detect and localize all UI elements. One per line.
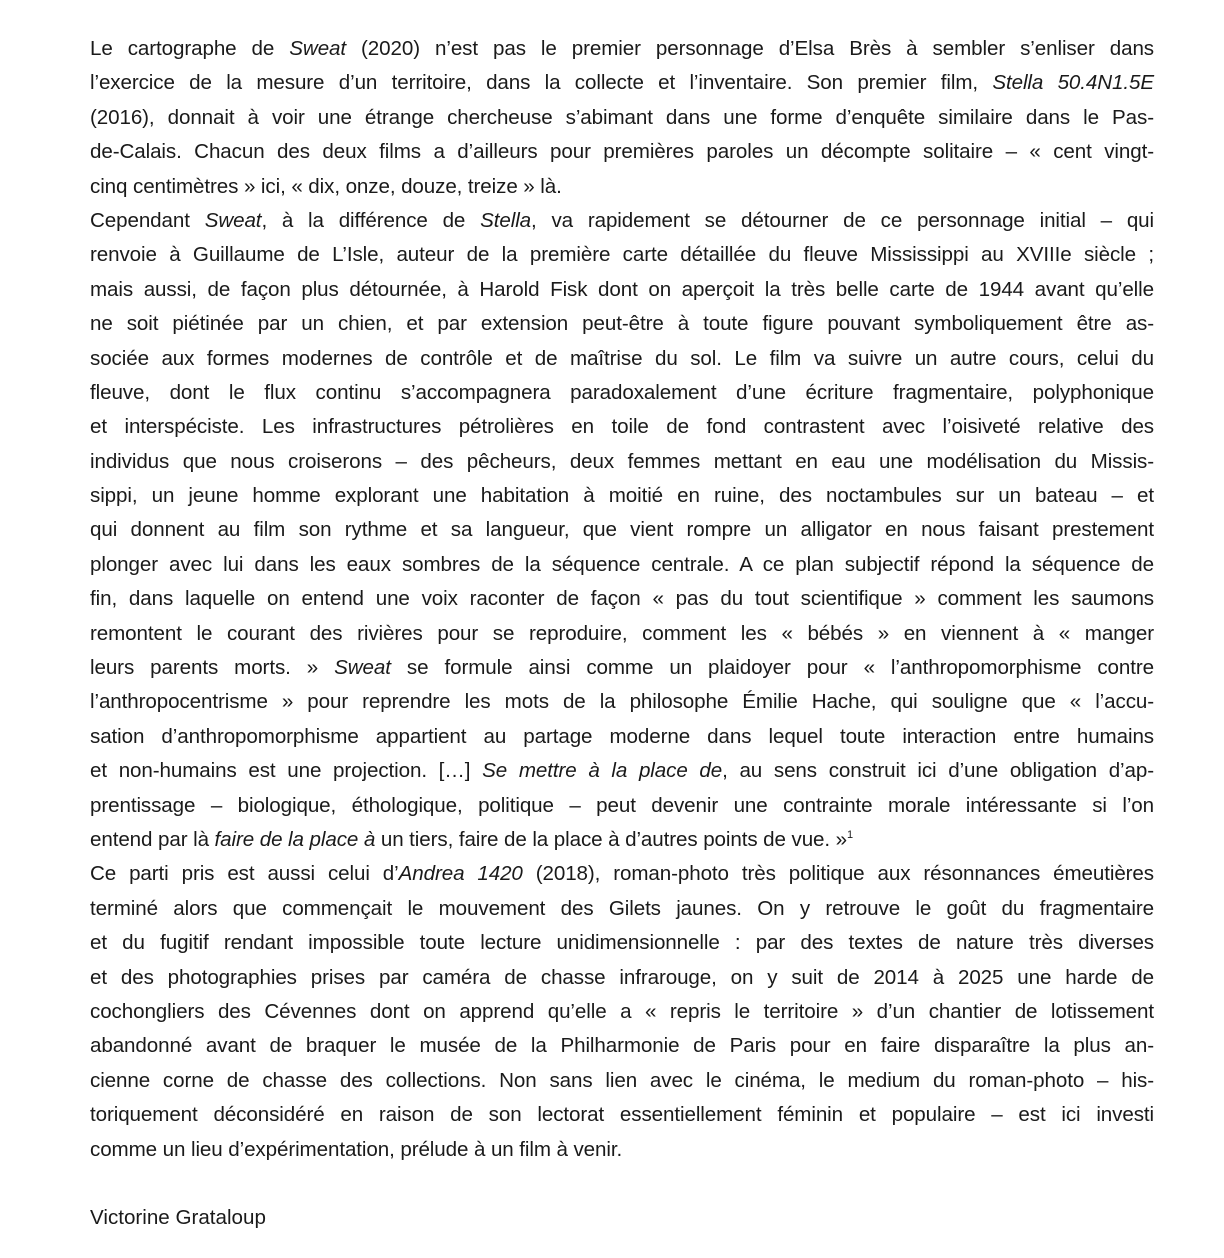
text-run: se formule ainsi comme un plaidoyer pour « l’anthropomorphisme contre <box>390 656 1154 680</box>
text-line <box>90 1064 1154 1098</box>
text-run: l’exercice de la mesure d’un territoire, dans la collecte et l’inventaire. Son premier film, <box>90 71 993 95</box>
text-line <box>90 961 1154 995</box>
footnote-marker: 1 <box>847 828 854 841</box>
text-run: leurs parents morts. » <box>90 656 335 680</box>
text-run: renvoie à Guillaume de L’Isle, auteur de la première carte détaillée du fleuve Mississippi au XVIIIe siècle ; <box>90 243 1154 267</box>
italic-title: faire de la place à <box>214 827 376 851</box>
italic-title: Sweat <box>334 656 391 680</box>
text-line <box>90 273 1154 307</box>
text-run: un tiers, faire de la place à d’autres points de vue. » <box>375 827 847 851</box>
text-line <box>90 720 1154 754</box>
text-line <box>90 513 1154 547</box>
author-signature: Victorine Grataloup <box>90 1206 266 1229</box>
text-line <box>90 376 1154 410</box>
text-run: et du fugitif rendant impossible toute lecture unidimensionnelle : par des textes de nature très diverses <box>90 931 1154 955</box>
text-line <box>90 204 1154 238</box>
text-line <box>90 238 1154 272</box>
text-run: ne soit piétinée par un chien, et par extension peut-être à toute figure pouvant symboliquement être as- <box>90 312 1154 336</box>
article-body <box>90 32 1154 1167</box>
text-line <box>90 170 1154 204</box>
text-line <box>90 823 1154 857</box>
paragraph <box>90 32 1154 204</box>
text-line <box>90 857 1154 891</box>
text-run: cochongliers des Cévennes dont on apprend qu’elle a « repris le territoire » d’un chantier de lotissement <box>90 999 1154 1023</box>
text-run: fin, dans laquelle on entend une voix raconter de façon « pas du tout scientifique » comment les saumons <box>90 587 1154 611</box>
text-run: et des photographies prises par caméra de chasse infrarouge, on y suit de 2014 à 2025 une harde de <box>90 965 1154 989</box>
text-run: toriquement déconsidéré en raison de son lectorat essentiellement féminin et populaire – est ici investi <box>90 1103 1154 1127</box>
text-line <box>90 651 1154 685</box>
text-run: plonger avec lui dans les eaux sombres de la séquence centrale. A ce plan subjectif répond la séquence de <box>90 552 1154 576</box>
text-run: individus que nous croiserons – des pêcheurs, deux femmes mettant en eau une modélisation du Missis- <box>90 449 1154 473</box>
text-line <box>90 410 1154 444</box>
text-run: (2018), roman-photo très politique aux résonnances émeutières <box>522 862 1154 886</box>
paragraph <box>90 204 1154 857</box>
text-line <box>90 135 1154 169</box>
text-run: remontent le courant des rivières pour se reproduire, comment les « bébés » en viennent à « manger <box>90 621 1154 645</box>
text-line <box>90 32 1154 66</box>
text-run: abandonné avant de braquer le musée de la Philharmonie de Paris pour en faire disparaître la plus an- <box>90 1034 1154 1058</box>
text-run: comme un lieu d’expérimentation, prélude à un film à venir. <box>90 1137 623 1161</box>
text-line <box>90 995 1154 1029</box>
text-run: de-Calais. Chacun des deux films a d’ailleurs pour premières paroles un décompte solitaire – « cent vingt- <box>90 140 1154 164</box>
text-line <box>90 789 1154 823</box>
text-line <box>90 1029 1154 1063</box>
paragraph <box>90 857 1154 1167</box>
text-run: prentissage – biologique, éthologique, politique – peut devenir une contrainte morale intéressante si l’on <box>90 793 1154 817</box>
text-run: Ce parti pris est aussi celui d’ <box>90 862 399 886</box>
text-run: , va rapidement se détourner de ce personnage initial – qui <box>531 208 1155 232</box>
text-run: terminé alors que commençait le mouvement des Gilets jaunes. On y retrouve le goût du fragmentaire <box>90 896 1154 920</box>
text-run: (2016), donnait à voir une étrange chercheuse s’abimant dans une forme d’enquête similaire dans le Pas- <box>90 105 1154 129</box>
text-run: et interspéciste. Les infrastructures pétrolières en toile de fond contrastent avec l’oisiveté relative des <box>90 415 1154 439</box>
italic-title: Se mettre à la place de <box>482 759 723 783</box>
text-line <box>90 548 1154 582</box>
text-run: Cependant <box>90 208 205 232</box>
text-line <box>90 101 1154 135</box>
italic-title: Stella <box>480 208 532 232</box>
text-line <box>90 617 1154 651</box>
text-line <box>90 307 1154 341</box>
text-line <box>90 1133 1154 1167</box>
text-run: cinq centimètres » ici, « dix, onze, douze, treize » là. <box>90 174 562 198</box>
text-run: cienne corne de chasse des collections. Non sans lien avec le cinéma, le medium du roman-photo – his- <box>90 1068 1154 1092</box>
text-run: mais aussi, de façon plus détournée, à Harold Fisk dont on aperçoit la très belle carte de 1944 avant qu’elle <box>90 277 1154 301</box>
text-run: qui donnent au film son rythme et sa langueur, que vient rompre un alligator en nous faisant prestement <box>90 518 1154 542</box>
text-run: fleuve, dont le flux continu s’accompagnera paradoxalement d’une écriture fragmentaire, polyphonique <box>90 380 1154 404</box>
text-line <box>90 479 1154 513</box>
italic-title: Andrea 1420 <box>398 862 523 886</box>
text-line <box>90 342 1154 376</box>
text-run: , à la différence de <box>261 208 481 232</box>
text-line <box>90 685 1154 719</box>
italic-title: Sweat <box>204 208 262 232</box>
text-run: sociée aux formes modernes de contrôle et de maîtrise du sol. Le film va suivre un autre cours, celui du <box>90 346 1154 370</box>
text-run: sippi, un jeune homme explorant une habitation à moitié en ruine, des noctambules sur un bateau – et <box>90 484 1154 508</box>
text-line <box>90 445 1154 479</box>
text-line <box>90 892 1154 926</box>
text-run: entend par là <box>90 827 215 851</box>
text-run: Le cartographe de <box>90 37 290 60</box>
text-run: et non-humains est une projection. […] <box>90 759 483 783</box>
text-line <box>90 1098 1154 1132</box>
italic-title: Stella 50.4N1.5E <box>992 71 1154 95</box>
text-run: l’anthropocentrisme » pour reprendre les mots de la philosophe Émilie Hache, qui souligne que « l’accu- <box>90 690 1154 714</box>
text-run: (2020) n’est pas le premier personnage d’Elsa Brès à sembler s’enliser dans <box>346 37 1155 60</box>
text-line <box>90 754 1154 788</box>
italic-title: Sweat <box>289 37 347 60</box>
text-line <box>90 582 1154 616</box>
text-run: , au sens construit ici d’une obligation d’ap- <box>722 759 1154 783</box>
text-line <box>90 926 1154 960</box>
text-line <box>90 66 1154 100</box>
text-run: sation d’anthropomorphisme appartient au partage moderne dans lequel toute interaction entre humains <box>90 724 1154 748</box>
